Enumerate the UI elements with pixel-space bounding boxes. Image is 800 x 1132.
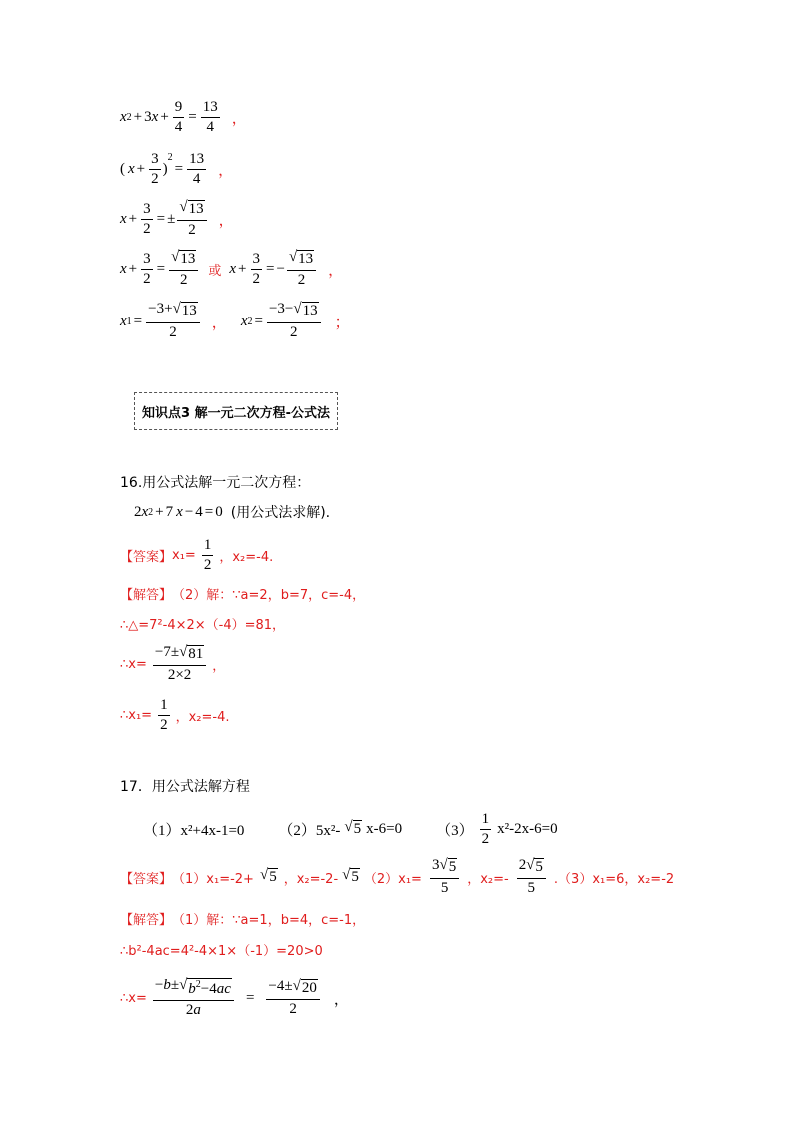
- q17-problem-1: （1）x²+4x-1=0: [143, 823, 245, 839]
- knowledge-point-box: [134, 392, 338, 430]
- q16-final-suffix: ，x₂=-4.: [175, 710, 230, 725]
- q16-answer-label: 【答案】: [120, 550, 173, 565]
- q16-title: 16.用公式法解一元二次方程：: [120, 475, 311, 491]
- q17-solution-text: （1）解：∵a=1，b=4，c=-1，: [172, 913, 366, 928]
- q17-problem-2-suffix: x-6=0: [366, 821, 403, 837]
- q16-x-suffix: ，: [212, 658, 226, 674]
- q16-final: ∴x₁= $\frac{1}{2}$ ，x₂=-4.: [120, 697, 230, 733]
- q17-problem-3-prefix: （3）: [436, 823, 474, 839]
- q17-ans3: .（3）x₁=6，x₂=-2: [553, 871, 675, 887]
- step-2-comma: ，: [218, 163, 234, 179]
- q17-x-formula: ∴x= −b± √ $b^2-4ac$ 2a = −4± √ 20 2 ，: [120, 977, 349, 1019]
- q16-solution-text: （2）解：∵a=2，b=7，c=-4，: [172, 588, 366, 603]
- step-1-comma: ，: [231, 111, 247, 127]
- q16-equation: 2 x 2 + 7 x − 4 = 0 (用公式法求解).: [134, 503, 331, 521]
- q16-note: (用公式法求解).: [230, 505, 331, 521]
- q17-title: 17．用公式法解方程: [120, 779, 250, 795]
- step-4-or: 或: [208, 263, 222, 279]
- q16-solution: [120, 584, 365, 603]
- q16-answer-x1: x₁=: [172, 548, 196, 563]
- q17-x-suffix: ，: [333, 991, 349, 1008]
- step-2-equation: ( x + $\frac{3}{2}$ ) $^2$ = $\frac{13}{4}$ ，: [120, 151, 234, 187]
- q17-ans2-prefix: （2）x₁=: [363, 871, 422, 887]
- step-5-equation: x 1 = −3+ √ 13 2 ， x 2 = −3− √ 13 2 ；: [120, 301, 350, 341]
- step-4-comma: ，: [328, 262, 344, 279]
- q17-solution-label: 【解答】: [120, 913, 173, 928]
- step-3-equation: x + $\frac{3}{2}$ = ± √ 13 2 ，: [120, 199, 234, 239]
- knowledge-point-title: 知识点3 解一元二次方程-公式法: [142, 405, 330, 421]
- q17-problems: （1）x²+4x-1=0 （2）5x²- √ 5 x-6=0 （3） $\frac{1}{2}$ x²-2x-6=0: [143, 811, 558, 847]
- q17-problem-3-suffix: x²-2x-6=0: [497, 821, 558, 837]
- step-3-comma: ，: [218, 212, 234, 229]
- q16-x-formula: ∴x= −7± √ 81 2×2 ，: [120, 644, 226, 684]
- q16-x-prefix: ∴x=: [120, 656, 147, 672]
- q17-answer-label: 【答案】: [120, 871, 173, 887]
- q17-solution: [120, 909, 365, 928]
- q17-ans1-prefix: （1）x₁=-2+: [172, 871, 254, 887]
- step-4-equation: x + $\frac{3}{2}$ = √ 13 2 或 x + $\frac{3}{2}$ = − √ 13 2 ，: [120, 249, 344, 289]
- step-1-equation: x 2 + 3 x + $\frac{9}{4}$ = $\frac{13}{4}$ ，: [120, 99, 247, 135]
- q16-solution-label: 【解答】: [120, 588, 173, 603]
- q17-ans1-mid: ，x₂=-2-: [283, 871, 339, 887]
- step-5-comma: ，: [211, 314, 227, 331]
- q17-ans2-mid: ，x₂=-: [467, 871, 509, 887]
- q17-equals: =: [245, 989, 255, 1006]
- step-5-semicolon: ；: [334, 314, 350, 331]
- q16-answer: 【答案】 x₁= $\frac{1}{2}$ ，x₂=-4.: [120, 537, 274, 573]
- q17-disc-line: ∴b²-4ac=4²-4×1×（-1）=20>0: [120, 944, 323, 959]
- q16-final-prefix: ∴x₁=: [120, 708, 153, 723]
- q16-delta-line: ∴△=7²-4×2×（-4）=81，: [120, 618, 286, 633]
- q17-x-prefix: ∴x=: [120, 990, 147, 1006]
- q16-answer-x2: ，x₂=-4.: [219, 550, 274, 565]
- q17-answer: 【答案】 （1）x₁=-2+ √ 5 ，x₂=-2- √ 5 （2）x₁= 3 √ 5 5 ，x₂=- 2 √ 5 5 .（3）x₁=6，x₂=-2: [120, 857, 675, 897]
- q17-problem-2-prefix: （2）5x²-: [278, 823, 341, 839]
